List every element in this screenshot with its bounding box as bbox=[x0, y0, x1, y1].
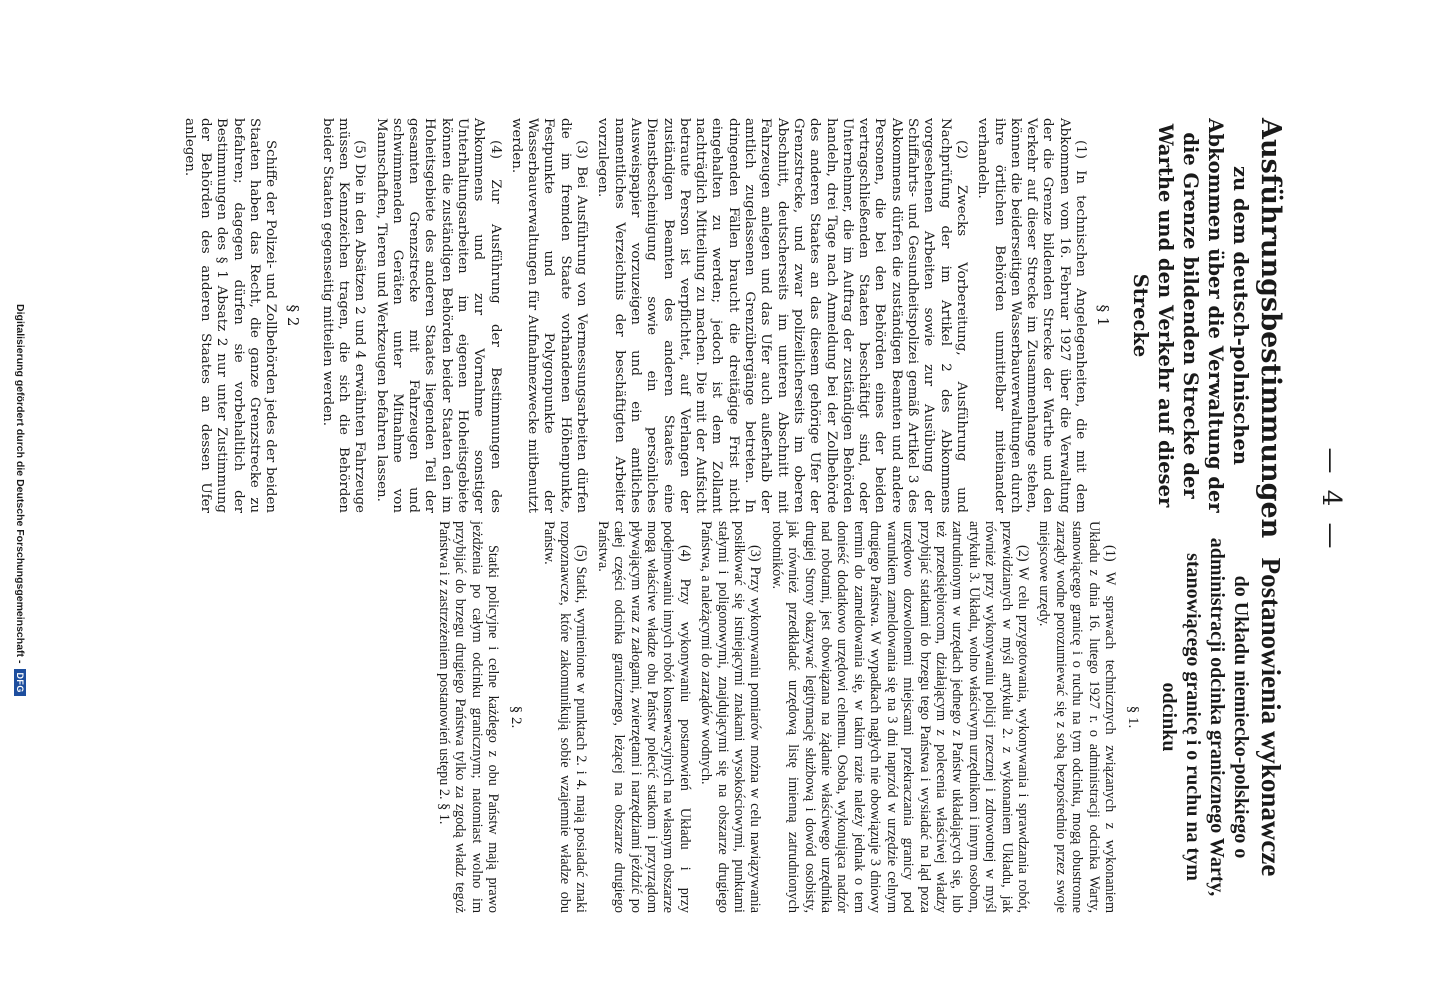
polish-subtitle: do Układu niemiecko-polskiego o administracji odcinka granicznego Warty, stanowiącego granicę i o ruchu na tym odcinku bbox=[1158, 537, 1252, 897]
german-paragraph: (3) Bei Ausführung von Vermessungsarbeiten dürfen die im fremden Staate vorhandenen Höhenpunkte, Festpunkte und Polygonpunkte der Wasserbauverwaltungen für Aufnahmezwecke mitbenutzt werden. bbox=[508, 118, 590, 513]
german-title: Ausführungsbestimmungen bbox=[1255, 118, 1286, 539]
polish-section-heading: § 1. bbox=[1125, 705, 1141, 729]
german-column bbox=[176, 118, 1286, 539]
polish-paragraph: (1) W sprawach technicznych związanych z wykonaniem Układu z dnia 16. lutego 1927 r. o administracji odcinka Warty, stanowiącego granicę i o ruchu na tym odcinku, mogą obustronne zarządy wodne porozumiewać się z sobą bezpośrednio przez swoje miejscowe urzędy. bbox=[1036, 521, 1118, 913]
german-paragraph: Schiffe der Polizei- und Zollbehörden jedes der beiden Staaten haben das Recht, die ganze Grenzstrecke zu befahren; dagegen dürfen sie vorbehaltlich der Bestimmungen des § 1 Absatz 2 nur unter Zustimmung der Behörden des anderen Staates an dessen Ufer anlegen. bbox=[181, 118, 279, 513]
german-section-heading: § 1 bbox=[1094, 304, 1112, 327]
dfg-logo-icon: DFG bbox=[14, 669, 26, 696]
polish-column bbox=[431, 521, 1286, 913]
polish-section-heading: § 2. bbox=[508, 705, 525, 729]
polish-paragraph: (4) Przy wykonywaniu postanowień Układu i przy podejmowaniu innych robót konserwacyjnych na własnym obszarze mogą właściwe władze obu Państw polecić statkom i przyrządom pływającym wraz z załogami, zwierzętami i narzędziami jeździć po całej części odcinka granicznego, leżącej na obszarze drugiego Państwa. bbox=[594, 521, 693, 913]
polish-paragraph: Statki policyjne i celne każdego z obu Państw mają prawo jeżdżenia po całym odcinku granicznym; natomiast wolno im przybijać do brzegu drugiego Państwa tylko za zgodą władz tegoż Państwa i z zastrzeżeniem postanowień ustępu 2. § 1. bbox=[435, 521, 502, 913]
german-subtitle: zu dem deutsch-polnischen Abkommen über die Verwaltung der die Grenze bildenden Strecke der Warthe und den Verkehr auf dieser Strecke bbox=[1129, 118, 1252, 513]
footer-credit-text: Digitalisierung gefördert durch die Deutsche Forschungsgemeinschaft - bbox=[14, 304, 26, 664]
german-paragraph: (2) Zwecks Vorbereitung, Ausführung und Nachprüfung der im Artikel 2 des Abkommens vorgesehenen Arbeiten sowie zur Ausübung der Schiffahrts- und Gesundheitspolizei gemäß Artikel 3 des Abkommens dürfen die zuständigen Beamten und andere Personen, die bei den Behörden eines der beiden vertragschließenden Staaten beschäftigt sind, oder Unternehmer, die im Auftrag der zuständigen Behörden handeln, drei Tage nach Anmeldung bei der Zollbehörde des anderen Staates an das diesem gehörige Ufer der Grenzstrecke, und zwar polizeilicherseits im oberen Abschnitt, deutscherseits im unteren Abschnitt mit Fahrzeugen anlegen und das Ufer auch außerhalb der amtlich zugelassenen Grenzübergänge betreten. In dringenden Fällen braucht die dreitägige Frist nicht eingehalten zu werden; jedoch ist dem Zollamt nachträglich Mitteilung zu machen. Die mit der Aufsicht betraute Person ist verpflichtet, auf Verlangen der zuständigen Beamten des anderen Staates eine Dienstbescheinigung sowie ein persönliches Ausweispapier vorzuzeigen und ein amtliches namentliches Verzeichnis der beschäftigten Arbeiter vorzulegen. bbox=[595, 118, 969, 513]
german-paragraph: (1) In technischen Angelegenheiten, die mit dem Abkommen vom 16. Februar 1927 über die Verwaltung der die Grenze bildenden Strecke der Warthe und den Verkehr auf dieser Strecke im Zusammenhange stehen, können die beiderseitigen Wasserbauverwaltungen durch ihre örtlichen Behörden unmittelbar miteinander verhandeln. bbox=[975, 118, 1088, 513]
polish-paragraph: (5) Statki, wymienione w punktach 2. i 4. mają posiadać znaki rozpoznawcze, które zakomunikują sobie wzajemnie władze obu Państw. bbox=[540, 521, 590, 913]
polish-paragraph: (3) Przy wykonywaniu pomiarów można w celu nawiązywania posiłkować się istniejącymi znakami wysokościowymi, punktami stałymi i poligonowymi, znajdującymi się na obszarze drugiego Państwa, a należącymi do zarządów wodnych. bbox=[698, 521, 764, 913]
german-section-heading: § 2 bbox=[284, 304, 303, 327]
german-paragraph: (4) Zur Ausführung der Bestimmungen des Abkommens und zur Vornahme sonstiger Unterhaltungsarbeiten im eigenen Hoheitsgebiete können die zuständigen Behörden beider Staaten den im Hoheitsgebiete des anderen Staates liegenden Teil der gesamten Grenzstrecke mit Fahrzeugen und schwimmenden Geräten unter Mitnahme von Mannschaften, Tieren und Werkzeugen befahren lassen. bbox=[373, 118, 503, 513]
digitization-footer bbox=[14, 0, 26, 1000]
page-number: — 4 — bbox=[1316, 447, 1346, 553]
polish-paragraph: (2) W celu przygotowania, wykonywania i sprawdzania robót, przewidzianych w myśl artykułu 2. z wykonaniem Układu, jak również przy wykonywaniu policji rzecznej i zdrowotnej w myśl artykułu 3. Układu, wolno właściwym urzędnikom i innym osobom, zatrudnionym w urzędach jednego z Państw układających się, lub też przedsiębiorcom, działającym z polecenia właściwej władzy przybijać statkami do brzegu tego Państwa i wysiadać na ląd poza urzędowo dozwolonemi miejscami przekraczania granicy pod warunkiem zameldowania się na 3 dni naprzód w urzędzie celnym drugiego Państwa. W wypadkach nagłych nie obowiązuje 3 dniowy termin do zameldowania się, w takim razie należy jednak o tem donieść dodatkowo urzędowi celnemu. Osoba, wykonująca nadzór nad robotami, jest obowiązana na żądanie właściwego urzędnika drugiej Strony okazywać legitymację służbową i dowód osobisty, jak również przedkładać urzędową listę imienną zatrudnionych robotników. bbox=[768, 521, 1031, 913]
polish-title: Postanowienia wykonawcze bbox=[1256, 557, 1286, 877]
german-paragraph: (5) Die in den Absätzen 2 und 4 erwähnten Fahrzeuge müssen Kennzeichen tragen, die sich die Behörden beider Staaten gegenseitig mitteilen werden. bbox=[319, 118, 368, 513]
